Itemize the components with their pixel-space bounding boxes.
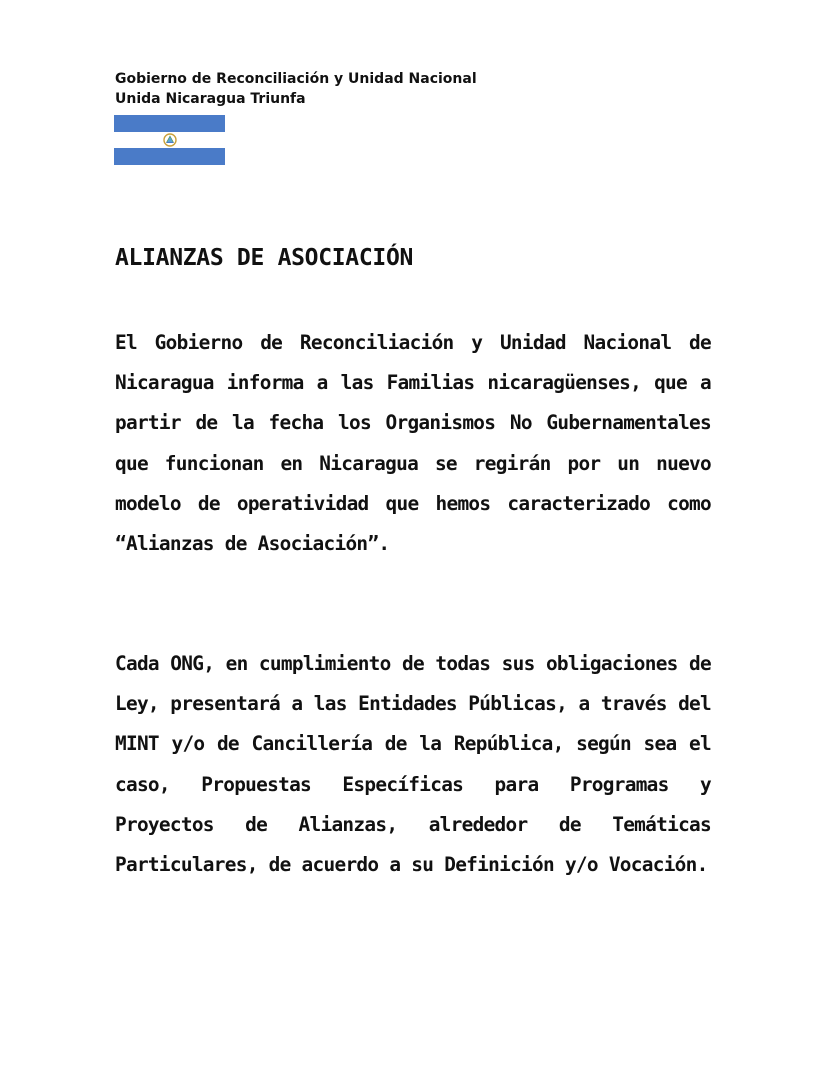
document-header [115, 69, 477, 109]
flag-bottom-band [114, 148, 225, 165]
paragraph-ong-obligations: Cada ONG, en cumplimiento de todas sus obligaciones de Ley, presentará a las Entidades Públicas, a través del MINT y/o de Cancillería de la República, según sea el caso, Propuestas Específicas para Programas y Proyectos de Alianzas, alrededor de Temáticas Particulares, de acuerdo a su Definición y/o Vocación. [115, 652, 711, 877]
header-slogan: Unida Nicaragua Triunfa [115, 91, 306, 107]
header-government-name: Gobierno de Reconciliación y Unidad Nacional [115, 71, 477, 87]
paragraph-announcement: El Gobierno de Reconciliación y Unidad Nacional de Nicaragua informa a las Familias nicaragüenses, que a partir de la fecha los Organismos No Gubernamentales que funcionan en Nicaragua se regirán por un nuevo modelo de operatividad que hemos caracterizado como “Alianzas de Asociación”. [115, 331, 711, 556]
document-title: ALIANZAS DE ASOCIACIÓN [115, 245, 414, 271]
nicaragua-flag-icon [114, 115, 225, 165]
flag-top-band [114, 115, 225, 132]
coat-of-arms-icon [162, 132, 178, 148]
